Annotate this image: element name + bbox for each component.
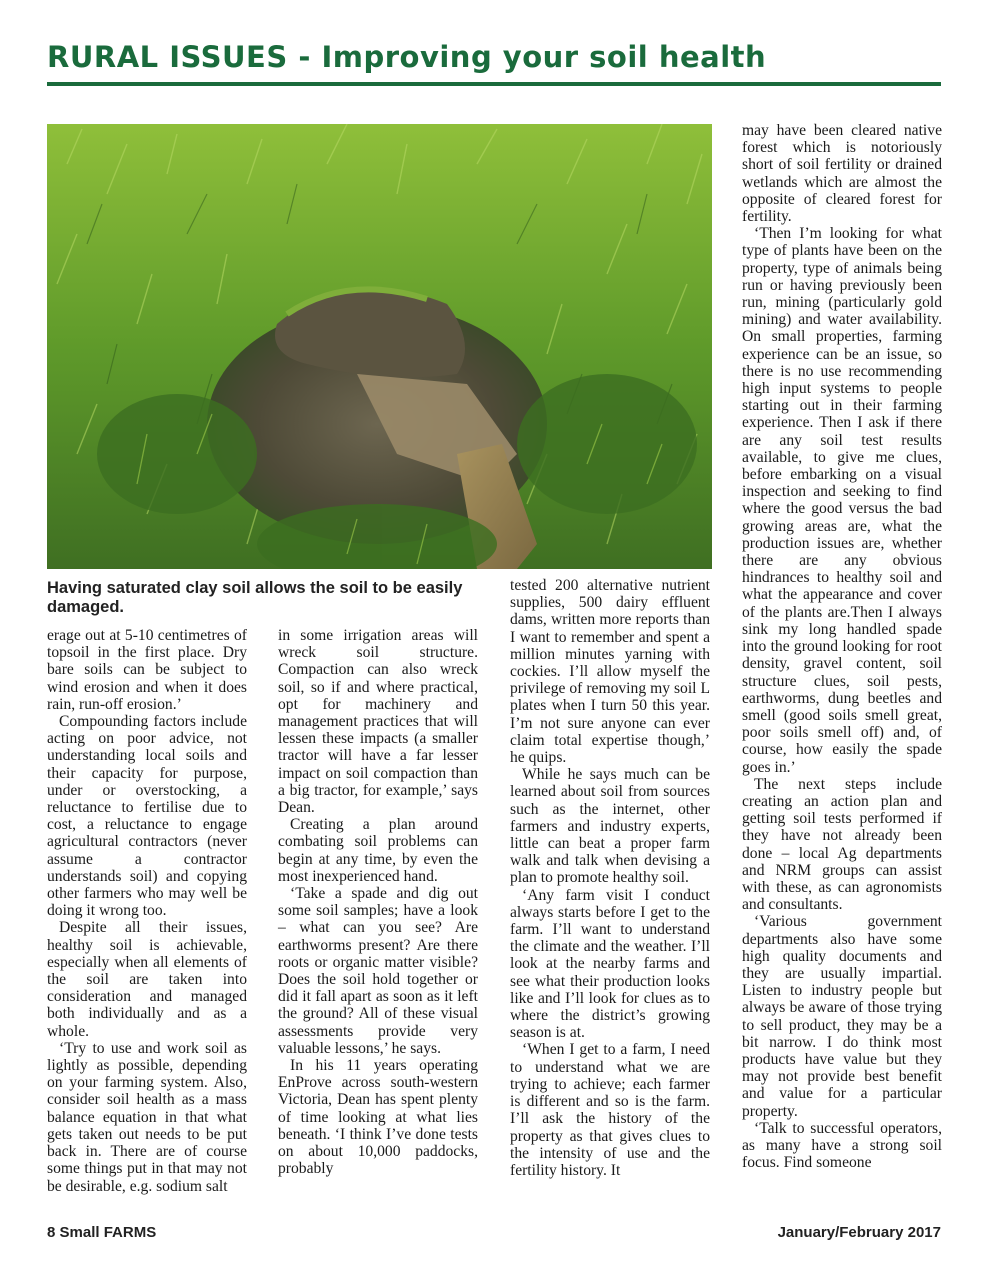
- paragraph: ‘Take a spade and dig out some soil samples; have a look – what can you see? Are earthworms present? Are there roots or organic matter visible? Does the soil hold together or did it fall apart as soon as it left the ground? All of these visual assessments provide very valuable lessons,’ he says.: [278, 885, 478, 1057]
- paragraph: The next steps include creating an action plan and getting soil tests performed if they have not already been done – local Ag departments and NRM groups can assist with these, as can agronomists and consultants.: [742, 775, 942, 914]
- article-column-3: [510, 577, 710, 1179]
- page-header: [47, 40, 941, 90]
- page-title: RURAL ISSUES - Improving your soil health: [47, 40, 767, 74]
- photo-grass-spade-icon: [47, 124, 712, 569]
- paragraph: While he says much can be learned about soil from sources such as the internet, other farmers and industry experts, little can beat a proper farm walk and talk when devising a plan to promote healthy soil.: [510, 766, 710, 887]
- paragraph: erage out at 5-10 centimetres of topsoil in the first place. Dry bare soils can be subject to wind erosion and when it does rain, run-off erosion.’: [47, 627, 247, 713]
- article-column-2: [278, 627, 478, 1178]
- paragraph: ‘Various government departments also have some high quality documents and they are usually impartial. Listen to industry people but always be aware of those trying to sell product, they may be a bit narrow. I do think most products have value but they may not provide best benefit and value for a particular property.: [742, 913, 942, 1120]
- paragraph: Creating a plan around combating soil problems can begin at any time, by even the most inexperienced hand.: [278, 816, 478, 885]
- article-column-4: [742, 122, 942, 1171]
- paragraph: ‘When I get to a farm, I need to understand what we are trying to achieve; each farmer is different and so is the farm. I’ll ask the history of the property as that gives clues to the intensity of use and the fertility history. It: [510, 1041, 710, 1179]
- header-rule: [47, 82, 941, 86]
- issue-date: January/February 2017: [777, 1224, 941, 1241]
- photo-caption: Having saturated clay soil allows the soil to be easily damaged.: [47, 579, 463, 616]
- page-number: 8 Small FARMS: [47, 1224, 157, 1241]
- paragraph: tested 200 alternative nutrient supplies, 500 dairy effluent dams, written more reports than I want to remember and spent a million minutes yarning with cockies. I’ll allow myself the privilege of removing my soil L plates when I turn 50 this year. I’m not sure anyone can ever claim total expertise though,’ he quips.: [510, 577, 710, 767]
- paragraph: ‘Talk to successful operators, as many have a strong soil focus. Find someone: [742, 1119, 942, 1172]
- paragraph: Despite all their issues, healthy soil is achievable, especially when all elements of the soil are taken into consideration and managed both individually and as a whole.: [47, 919, 247, 1040]
- paragraph: ‘Then I’m looking for what type of plants have been on the property, type of animals being run or having previously been run, mining (particularly gold mining) and water availability. On small properties, farming experience can be an issue, so there is no use recommending high input systems to people starting out in their farming experience. Then I ask if there are any soil test results available, to give me clues, before embarking on a visual inspection and seeking to find where the good versus the bad growing areas are, what the production issues are, whether there are any obvious hindrances to healthy soil and what the appearance and cover of the plants are.Then I always sink my long handled spade into the ground looking for root density, gravel content, soil structure clues, soil pests, earthworms, dung beetles and smell (good soils smell great, poor soils smell off) and, of course, how easily the spade goes in.’: [742, 225, 942, 776]
- paragraph: ‘Any farm visit I conduct always starts before I get to the farm. I’ll want to understand the climate and the weather. I’ll look at the nearby farms and see what their production looks like and I’ll look for clues as to where the district’s growing season is at.: [510, 886, 710, 1042]
- paragraph: ‘Try to use and work soil as lightly as possible, depending on your farming system. Also, consider soil health as a mass balance equation in that what gets taken out needs to be put back in. There are of course some things put in that may not be desirable, e.g. sodium salt: [47, 1039, 247, 1195]
- paragraph: In his 11 years operating EnProve across south-western Victoria, Dean has spent plenty of time looking at what lies beneath. ‘I think I’ve done tests on about 10,000 paddocks, probably: [278, 1057, 478, 1178]
- paragraph: Compounding factors include acting on poor advice, not understanding local soils and their capacity for purpose, under or overstocking, a reluctance to fertilise due to cost, a reluctance to engage agricultural contractors (never assume a contractor understands soil) and copying other farmers who may well be doing it wrong too.: [47, 713, 247, 920]
- article-photo: [47, 124, 712, 569]
- paragraph: in some irrigation areas will wreck soil structure. Compaction can also wreck soil, so if and where practical, opt for machinery and management practices that will lessen these impacts (a smaller tractor will have a far lesser impact on soil compaction than a big tractor, for example,’ says Dean.: [278, 627, 478, 817]
- paragraph: may have been cleared native forest which is notoriously short of soil fertility or drained wetlands which are almost the opposite of cleared forest for fertility.: [742, 122, 942, 226]
- article-column-1: [47, 627, 247, 1195]
